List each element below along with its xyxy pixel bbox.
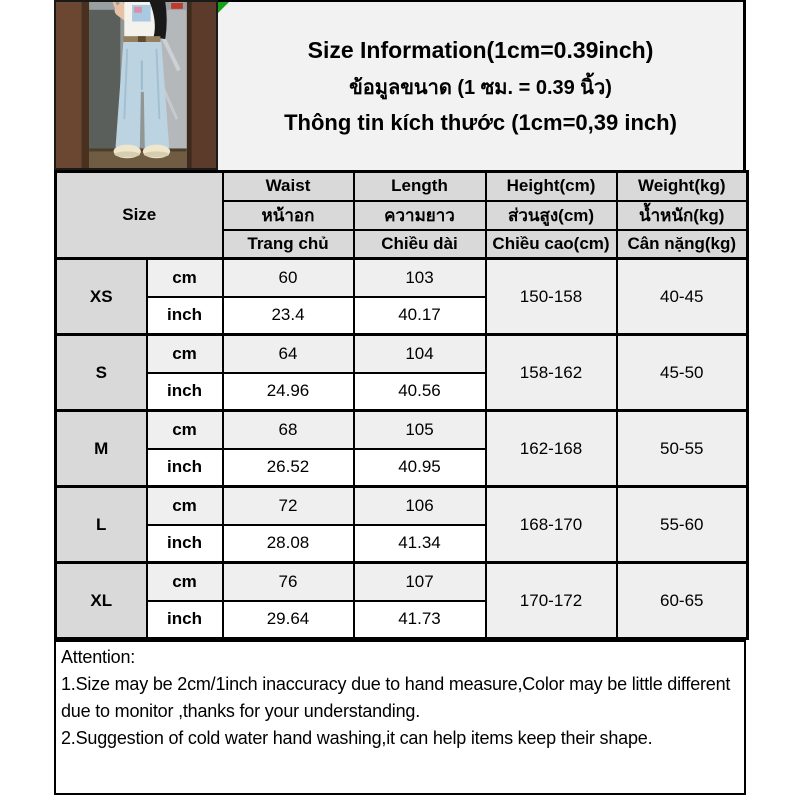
unit-cm: cm xyxy=(147,335,223,373)
unit-inch: inch xyxy=(147,449,223,487)
col-height-en: Height(cm) xyxy=(486,172,617,201)
l-waist-cm: 72 xyxy=(223,487,354,525)
xs-waist-cm: 60 xyxy=(223,259,354,297)
col-length-th: ความยาว xyxy=(354,201,486,230)
unit-inch: inch xyxy=(147,601,223,639)
xl-waist-inch: 29.64 xyxy=(223,601,354,639)
attention-note-2: 2.Suggestion of cold water hand washing,it can help items keep their shape. xyxy=(61,728,653,748)
unit-cm: cm xyxy=(147,411,223,449)
jeans-model-illustration xyxy=(56,2,216,168)
size-header-cell: Size xyxy=(56,172,223,259)
size-label-s: S xyxy=(56,335,147,411)
xs-length-cm: 103 xyxy=(354,259,486,297)
green-corner-icon xyxy=(218,2,229,13)
unit-inch: inch xyxy=(147,297,223,335)
s-waist-cm: 64 xyxy=(223,335,354,373)
l-length-cm: 106 xyxy=(354,487,486,525)
title-vietnamese: Thông tin kích thước (1cm=0,39 inch) xyxy=(284,109,677,135)
col-waist-en: Waist xyxy=(223,172,354,201)
l-weight: 55-60 xyxy=(617,487,748,563)
col-height-vi: Chiều cao(cm) xyxy=(486,230,617,259)
unit-inch: inch xyxy=(147,373,223,411)
xl-length-inch: 41.73 xyxy=(354,601,486,639)
size-information-title-cell xyxy=(218,0,746,170)
col-weight-vi: Cân nặng(kg) xyxy=(617,230,748,259)
m-length-inch: 40.95 xyxy=(354,449,486,487)
col-length-vi: Chiều dài xyxy=(354,230,486,259)
col-length-en: Length xyxy=(354,172,486,201)
xs-weight: 40-45 xyxy=(617,259,748,335)
s-length-cm: 104 xyxy=(354,335,486,373)
unit-cm: cm xyxy=(147,259,223,297)
size-label-xs: XS xyxy=(56,259,147,335)
unit-cm: cm xyxy=(147,563,223,601)
table-row-m-cm xyxy=(56,411,748,449)
s-weight: 45-50 xyxy=(617,335,748,411)
xs-waist-inch: 23.4 xyxy=(223,297,354,335)
unit-inch: inch xyxy=(147,525,223,563)
m-waist-inch: 26.52 xyxy=(223,449,354,487)
m-height: 162-168 xyxy=(486,411,617,487)
title-thai: ข้อมูลขนาด (1 ซม. = 0.39 นิ้ว) xyxy=(349,76,612,99)
table-row-xs-cm xyxy=(56,259,748,297)
col-waist-th: หน้าอก xyxy=(223,201,354,230)
table-row-s-cm xyxy=(56,335,748,373)
header-row-english xyxy=(56,172,748,201)
xl-length-cm: 107 xyxy=(354,563,486,601)
size-label-l: L xyxy=(56,487,147,563)
size-label-m: M xyxy=(56,411,147,487)
attention-heading: Attention: xyxy=(61,647,136,667)
size-table xyxy=(54,170,749,640)
s-waist-inch: 24.96 xyxy=(223,373,354,411)
l-length-inch: 41.34 xyxy=(354,525,486,563)
s-height: 158-162 xyxy=(486,335,617,411)
table-row-l-cm xyxy=(56,487,748,525)
col-weight-en: Weight(kg) xyxy=(617,172,748,201)
xl-waist-cm: 76 xyxy=(223,563,354,601)
col-weight-th: น้ำหนัก(kg) xyxy=(617,201,748,230)
xl-height: 170-172 xyxy=(486,563,617,639)
product-photo xyxy=(54,0,218,170)
xs-length-inch: 40.17 xyxy=(354,297,486,335)
size-label-xl: XL xyxy=(56,563,147,639)
m-length-cm: 105 xyxy=(354,411,486,449)
table-row-xl-cm xyxy=(56,563,748,601)
s-length-inch: 40.56 xyxy=(354,373,486,411)
l-waist-inch: 28.08 xyxy=(223,525,354,563)
m-weight: 50-55 xyxy=(617,411,748,487)
attention-notes xyxy=(54,640,746,795)
attention-note-1: 1.Size may be 2cm/1inch inaccuracy due to hand measure,Color may be little different due to monitor ,thanks for your understanding. xyxy=(61,674,731,721)
col-height-th: ส่วนสูง(cm) xyxy=(486,201,617,230)
unit-cm: cm xyxy=(147,487,223,525)
xs-height: 150-158 xyxy=(486,259,617,335)
title-english: Size Information(1cm=0.39inch) xyxy=(307,36,654,63)
l-height: 168-170 xyxy=(486,487,617,563)
col-waist-vi: Trang chủ xyxy=(223,230,354,259)
m-waist-cm: 68 xyxy=(223,411,354,449)
xl-weight: 60-65 xyxy=(617,563,748,639)
